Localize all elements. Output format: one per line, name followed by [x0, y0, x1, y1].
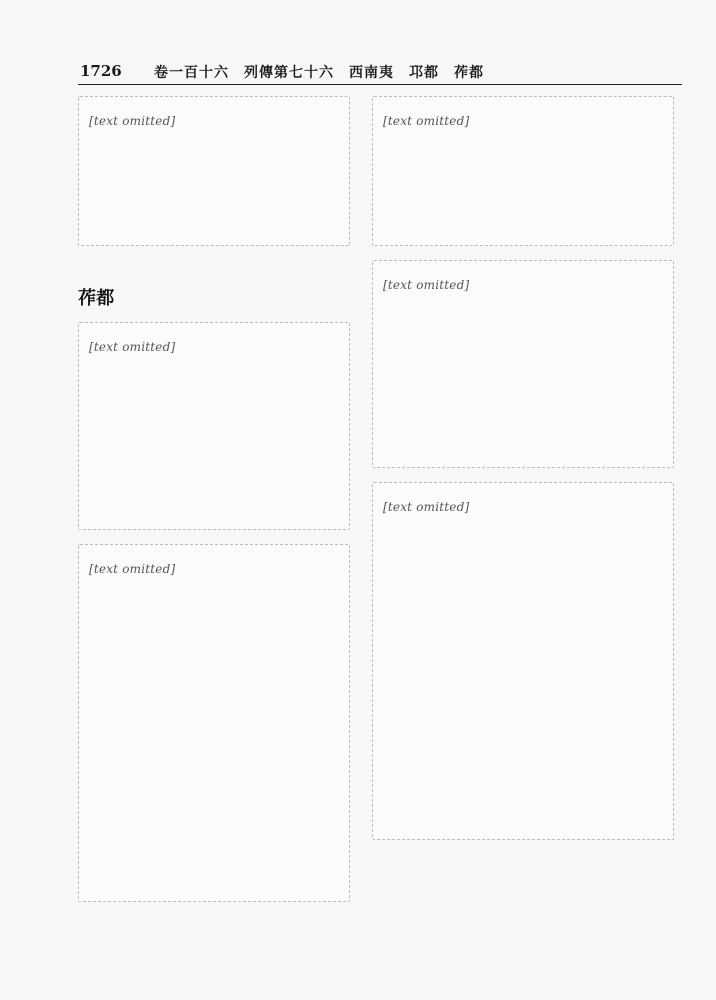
left-paragraph-1: [78, 96, 350, 246]
running-head: 卷一百十六 列傳第七十六 西南夷 邛都 莋都: [154, 65, 484, 81]
omitted-text: [text omitted]: [383, 278, 470, 292]
omitted-text: [text omitted]: [383, 114, 470, 128]
right-paragraph-3: [372, 482, 674, 840]
right-paragraph-2: [372, 260, 674, 468]
right-paragraph-1: [372, 96, 674, 246]
left-column: [78, 96, 350, 916]
page-number: 1726: [80, 62, 122, 80]
right-column: [372, 96, 674, 854]
left-paragraph-3: [78, 544, 350, 902]
omitted-text: [text omitted]: [89, 340, 176, 354]
omitted-text: [text omitted]: [383, 500, 470, 514]
omitted-text: [text omitted]: [89, 114, 176, 128]
section-heading: 莋都: [78, 288, 115, 309]
left-paragraph-2: [78, 322, 350, 530]
header-rule: [78, 84, 682, 85]
omitted-text: [text omitted]: [89, 562, 176, 576]
